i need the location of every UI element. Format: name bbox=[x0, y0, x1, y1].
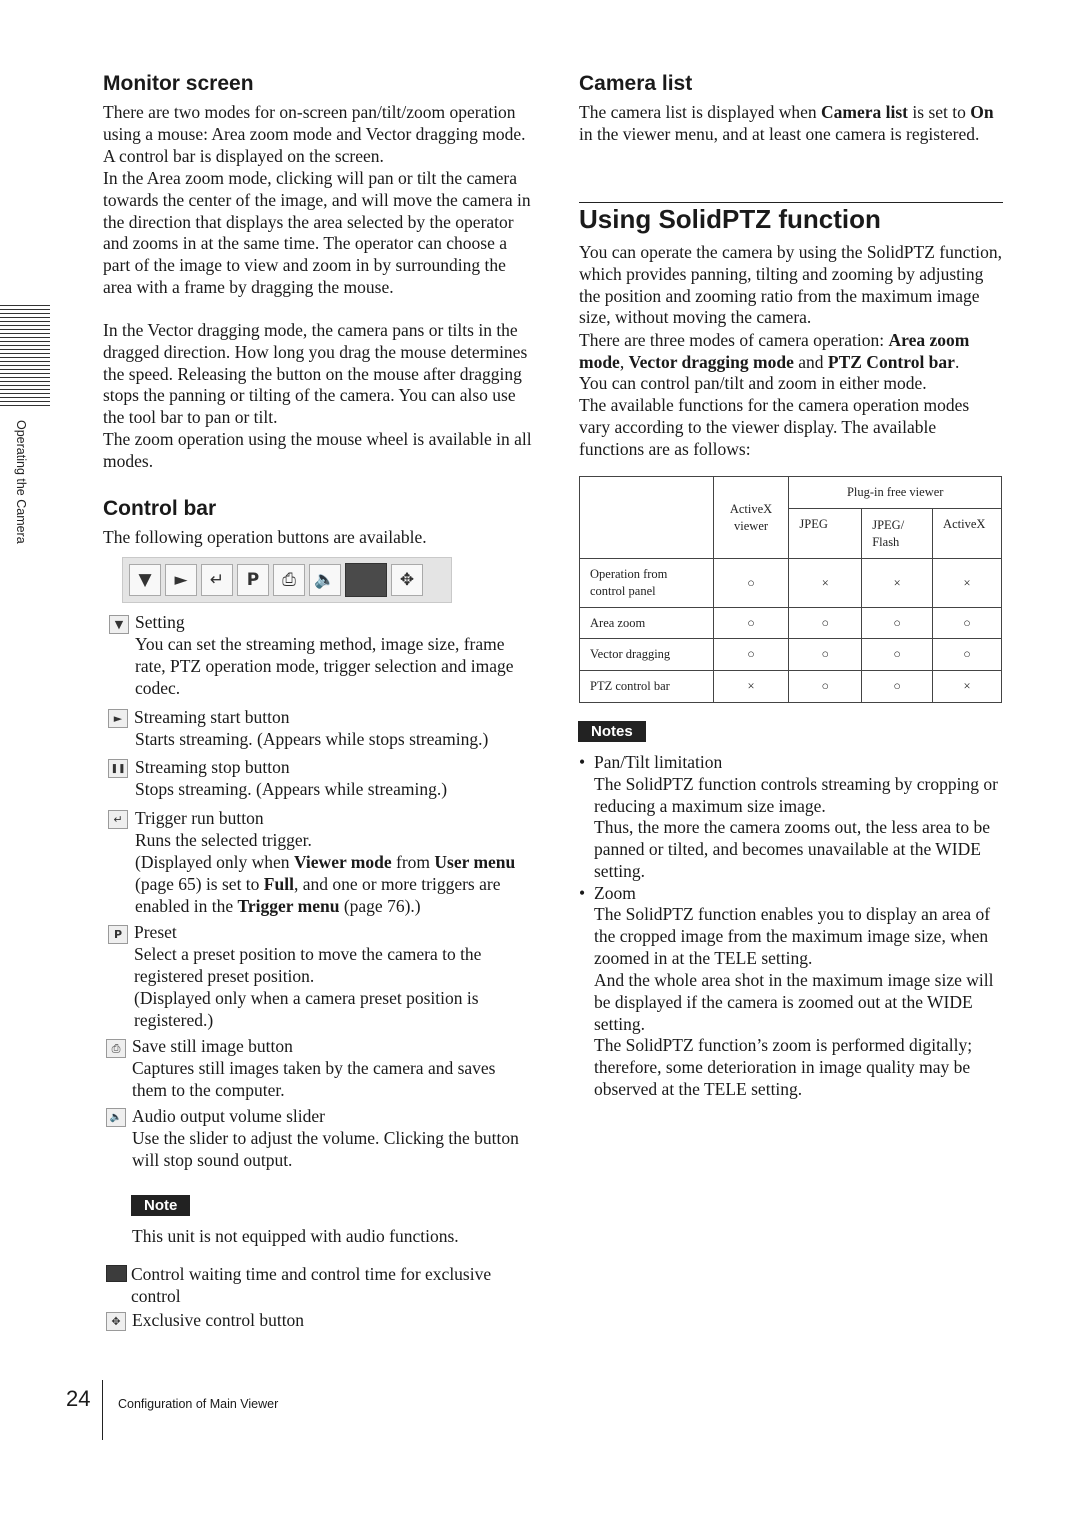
trigger-run-title: Trigger run button bbox=[135, 808, 264, 828]
header-plugin-free: Plug-in free viewer bbox=[789, 477, 1002, 509]
preset-desc: Select a preset position to move the camera to the registered preset position. bbox=[134, 944, 482, 986]
exclusive-control-icon: ✥ bbox=[106, 1312, 126, 1331]
note-1-para-2: Thus, the more the camera zooms out, the less area to be panned or tilted, and becomes unavailable at the WIDE setting. bbox=[594, 817, 991, 881]
streaming-stop-title: Streaming stop button bbox=[135, 757, 290, 777]
streaming-start-icon: ► bbox=[108, 709, 128, 728]
save-still-icon: ⎙ bbox=[106, 1039, 126, 1058]
table-cell: ○ bbox=[862, 608, 933, 639]
setting-icon: ▼ bbox=[109, 615, 129, 634]
monitor-para-4: The zoom operation using the mouse wheel is available in all modes. bbox=[103, 429, 532, 471]
table-cell: ○ bbox=[933, 608, 1002, 639]
control-bar-heading: Control bar bbox=[103, 497, 217, 520]
table-cell: ○ bbox=[789, 639, 862, 671]
camera-icon: ⎙ bbox=[273, 564, 305, 596]
header-activex-viewer: ActiveX viewer bbox=[713, 477, 789, 559]
section-divider bbox=[579, 202, 1003, 203]
bullet-dot: • bbox=[579, 883, 586, 903]
table-cell: ○ bbox=[862, 671, 933, 703]
note-1-para-1: The SolidPTZ function controls streaming by cropping or reducing a maximum size image. bbox=[594, 774, 998, 816]
audio-volume-desc: Use the slider to adjust the volume. Clicking the button will stop sound output. bbox=[132, 1128, 519, 1170]
note-text: This unit is not equipped with audio functions. bbox=[132, 1226, 459, 1246]
trigger-run-desc: Runs the selected trigger. bbox=[135, 830, 312, 850]
camera-list-heading: Camera list bbox=[579, 72, 693, 95]
audio-volume-title: Audio output volume slider bbox=[132, 1106, 325, 1126]
monitor-para-1: There are two modes for on-screen pan/tilt/zoom operation using a mouse: Area zoom mode and Vector dragging mode. A control bar is displayed on the screen. bbox=[103, 102, 526, 166]
note-2-para-2: And the whole area shot in the maximum image size will be displayed if the camera is zoomed out at the WIDE setting. bbox=[594, 970, 994, 1034]
preset-icon: P bbox=[237, 564, 269, 596]
side-tab-lines bbox=[0, 305, 50, 409]
solidptz-para-1: You can operate the camera by using the SolidPTZ function, which provides panning, tilting and zooming by adjusting the position and zooming ratio from the maximum image size, without moving the camera. bbox=[579, 242, 1002, 328]
table-cell: ○ bbox=[713, 639, 789, 671]
chevron-down-icon: ▼ bbox=[129, 564, 161, 596]
streaming-stop-desc: Stops streaming. (Appears while streaming.) bbox=[135, 779, 448, 799]
monitor-screen-heading: Monitor screen bbox=[103, 72, 254, 95]
audio-volume-icon: 🔈 bbox=[106, 1108, 126, 1127]
table-cell: ○ bbox=[862, 639, 933, 671]
table-corner bbox=[580, 477, 714, 559]
exclusive-time-text: Control waiting time and control time for exclusive control bbox=[131, 1264, 492, 1306]
note-2-para-1: The SolidPTZ function enables you to display an area of the cropped image from the maximum image size, when zoomed in at the TELE setting. bbox=[594, 904, 991, 968]
table-row bbox=[580, 559, 1002, 608]
side-tab-label: Operating the Camera bbox=[14, 420, 28, 544]
preset-desc-2: (Displayed only when a camera preset position is registered.) bbox=[134, 988, 479, 1030]
row-label: PTZ control bar bbox=[580, 671, 714, 703]
table-cell: ○ bbox=[789, 671, 862, 703]
table-cell: × bbox=[713, 671, 789, 703]
notes-badge: Notes bbox=[578, 721, 646, 742]
header-activex: ActiveX bbox=[933, 509, 1002, 559]
solidptz-heading: Using SolidPTZ function bbox=[579, 204, 881, 234]
solidptz-para-4: The available functions for the camera operation modes vary according to the viewer display. The available functions are as follows: bbox=[579, 395, 970, 459]
table-cell: × bbox=[933, 559, 1002, 608]
monitor-para-2: In the Area zoom mode, clicking will pan or tilt the camera towards the center of the image, and will move the camera in the direction that displays the area selected by the operator and zooms in at the same time. The operator can choose a part of the image to view and zoom in by surrounding the area with a frame by dragging the mouse. bbox=[103, 168, 531, 297]
bullet-dot: • bbox=[579, 752, 586, 772]
row-label: Vector dragging bbox=[580, 639, 714, 671]
table-cell: ○ bbox=[933, 639, 1002, 671]
solidptz-para-2: There are three modes of camera operation: Area zoom mode, Vector dragging mode and PTZ Control bar. bbox=[579, 330, 970, 372]
table-row bbox=[580, 639, 1002, 671]
setting-desc: You can set the streaming method, image size, frame rate, PTZ operation mode, trigger selection and image codec. bbox=[135, 634, 514, 698]
row-label: Operation from control panel bbox=[580, 559, 714, 608]
row-label: Area zoom bbox=[580, 608, 714, 639]
trigger-run-icon: ↵ bbox=[108, 810, 128, 829]
table-row bbox=[580, 608, 1002, 639]
solidptz-para-3: You can control pan/tilt and zoom in either mode. bbox=[579, 373, 927, 393]
table-cell: ○ bbox=[713, 608, 789, 639]
trigger-icon: ↵ bbox=[201, 564, 233, 596]
speaker-icon: 🔈 bbox=[309, 564, 341, 596]
table-row bbox=[580, 671, 1002, 703]
header-jpeg: JPEG bbox=[789, 509, 862, 559]
page-number: 24 bbox=[66, 1386, 91, 1411]
monitor-para-3: In the Vector dragging mode, the camera pans or tilts in the dragged direction. How long you drag the mouse determines the speed. Releasing the button on the mouse after dragging stops the panning or tilting of the camera. You can also use the tool bar to pan or tilt. bbox=[103, 320, 528, 428]
streaming-start-title: Streaming start button bbox=[134, 707, 290, 727]
control-bar-illustration bbox=[122, 557, 452, 603]
table-cell: × bbox=[789, 559, 862, 608]
note-badge: Note bbox=[131, 1195, 190, 1216]
preset-title: Preset bbox=[134, 922, 177, 942]
exclusive-time-icon bbox=[106, 1265, 127, 1282]
play-icon: ► bbox=[165, 564, 197, 596]
table-cell: × bbox=[862, 559, 933, 608]
exclusive-time-display bbox=[345, 563, 387, 597]
table-cell: × bbox=[933, 671, 1002, 703]
camera-list-para: The camera list is displayed when Camera list is set to On in the viewer menu, and at least one camera is registered. bbox=[579, 102, 994, 144]
save-still-title: Save still image button bbox=[132, 1036, 293, 1056]
note-1-title: Pan/Tilt limitation bbox=[594, 752, 723, 772]
exclusive-control-title: Exclusive control button bbox=[132, 1310, 305, 1330]
note-2-title: Zoom bbox=[594, 883, 636, 903]
trigger-run-note: (Displayed only when Viewer mode from User menu (page 65) is set to Full, and one or more triggers are enabled in the Trigger menu (page 76).) bbox=[135, 852, 516, 916]
footer-title: Configuration of Main Viewer bbox=[118, 1397, 279, 1411]
setting-title: Setting bbox=[135, 612, 185, 632]
table-cell: ○ bbox=[713, 559, 789, 608]
header-jpeg-flash: JPEG/ Flash bbox=[862, 509, 933, 559]
pause-icon: ❚❚ bbox=[108, 759, 128, 778]
streaming-start-desc: Starts streaming. (Appears while stops streaming.) bbox=[135, 729, 489, 749]
preset-item-icon: P bbox=[108, 925, 128, 944]
footer-divider bbox=[102, 1380, 103, 1440]
exclusive-icon: ✥ bbox=[391, 564, 423, 596]
note-2-para-3: The SolidPTZ function’s zoom is performed digitally; therefore, some deterioration in image quality may be observed at the TELE setting. bbox=[594, 1035, 973, 1099]
control-bar-intro: The following operation buttons are available. bbox=[103, 527, 427, 547]
modes-table bbox=[579, 476, 1002, 703]
table-cell: ○ bbox=[789, 608, 862, 639]
save-still-desc: Captures still images taken by the camera and saves them to the computer. bbox=[132, 1058, 496, 1100]
